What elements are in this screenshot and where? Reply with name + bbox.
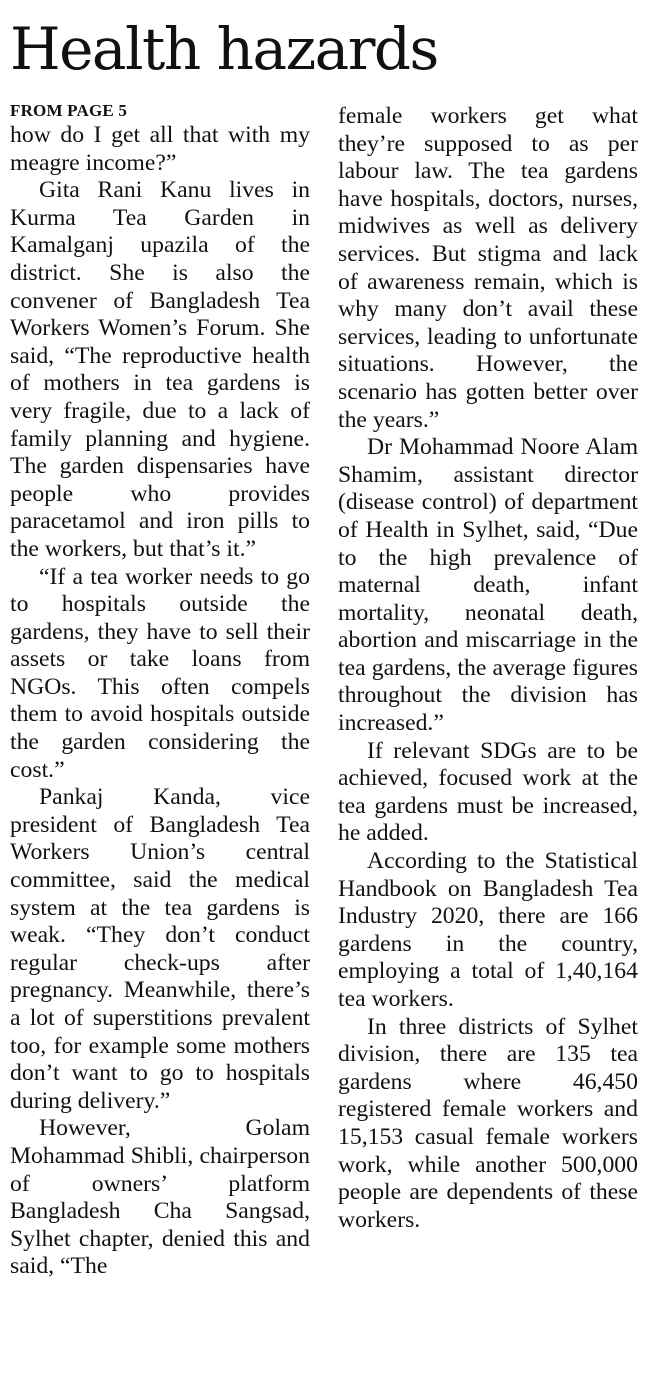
paragraph: female workers get what they’re supposed to as per labour law. The tea gardens have hospitals, doctors, nurses, midwives as well as delivery services. But stigma and lack of awareness remain, which is why many don’t avail these services, leading to unfortunate situations. However, the scenario has gotten better over the years.” xyxy=(338,103,638,433)
paragraph: In three districts of Sylhet division, there are 135 tea gardens where 46,450 registered female workers and 15,153 casual female workers work, while another 500,000 people are dependents of these workers. xyxy=(338,1013,638,1233)
jump-line: FROM PAGE 5 xyxy=(10,101,128,120)
article-column-right xyxy=(338,103,638,1234)
paragraph: However, Golam Mohammad Shibli, chairperson of owners’ platform Bangladesh Cha Sangsad, Sylhet chapter, denied this and said, “The xyxy=(10,1115,310,1280)
headline: Health hazards xyxy=(10,15,438,83)
paragraph: “If a tea worker needs to go to hospitals outside the gardens, they have to sell their assets or take loans from NGOs. This often compels them to avoid hospitals outside the garden considering the cost.” xyxy=(10,563,310,783)
paragraph: Dr Mohammad Noore Alam Shamim, assistant director (disease control) of department of Health in Sylhet, said, “Due to the high prevalence of maternal death, infant mortality, neonatal death, abortion and miscarriage in the tea gardens, the average figures throughout the division has increased.” xyxy=(338,434,638,737)
article-column-left xyxy=(10,100,310,1281)
paragraph: Pankaj Kanda, vice president of Bangladesh Tea Workers Union’s central committee, said the medical system at the tea gardens is weak. “They don’t conduct regular check-ups after pregnancy. Meanwhile, there’s a lot of superstitions prevalent too, for example some mothers don’t want to go to hospitals during delivery.” xyxy=(10,784,310,1114)
paragraph: Gita Rani Kanu lives in Kurma Tea Garden in Kamalganj upazila of the district. She is also the convener of Bangladesh Tea Workers Women’s Forum. She said, “The reproductive health of mothers in tea gardens is very fragile, due to a lack of family planning and hygiene. The garden dispensaries have people who provides paracetamol and iron pills to the workers, but that’s it.” xyxy=(10,177,310,562)
paragraph: According to the Statistical Handbook on Bangladesh Tea Industry 2020, there are 166 gardens in the country, employing a total of 1,40,164 tea workers. xyxy=(338,848,638,1012)
paragraph: If relevant SDGs are to be achieved, focused work at the tea gardens must be increased, he added. xyxy=(338,737,638,847)
paragraph: how do I get all that with my meagre income?” xyxy=(10,122,310,176)
